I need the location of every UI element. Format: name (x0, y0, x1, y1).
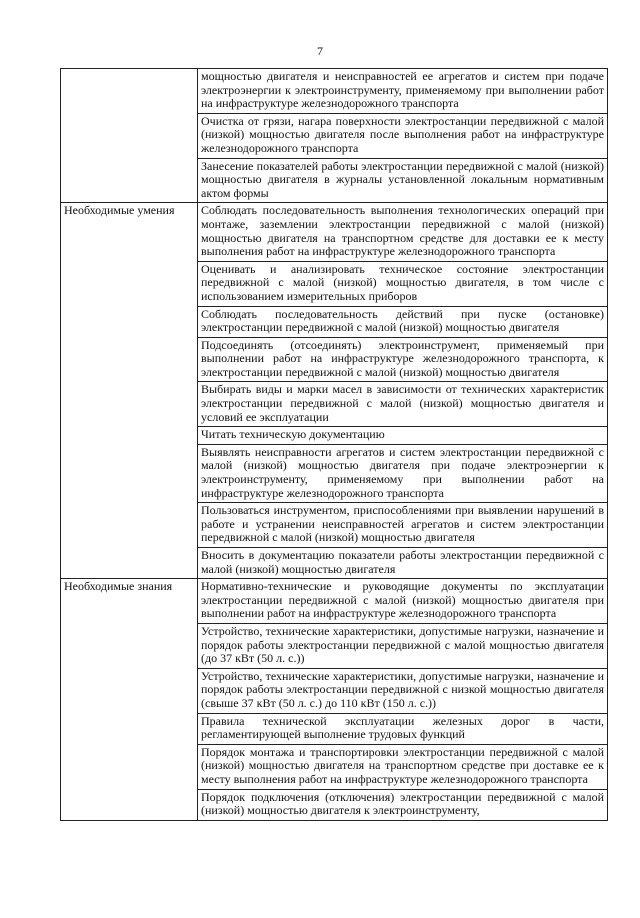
requirement-item: Устройство, технические характеристики, допустимые нагрузки, назначение и порядок работы электростанции передвижной с малой мощностью двигателя (до 37 кВт (50 л. с.)) (198, 623, 608, 668)
requirement-item: Выбирать виды и марки масел в зависимости от технических характеристик электростанции передвижной с малой (низкой) мощностью двигателя и условий ее эксплуатации (198, 382, 608, 427)
requirement-item: Порядок монтажа и транспортировки электростанции передвижной с малой (низкой) мощностью двигателя на транспортном средстве при доставке ее к месту выполнения работ на инфраструктуре железнодорожного транспорта (198, 744, 608, 789)
requirement-item: Выявлять неисправности агрегатов и систем электростанции передвижной с малой (низкой) мощностью двигателя при подаче электроэнергии к электроинструменту, применяемому при выполнении работ на инфраструктуре железнодорожного транспорта (198, 444, 608, 502)
requirement-item: Очистка от грязи, нагара поверхности электростанции передвижной с малой (низкой) мощностью двигателя после выполнения работ на инфраструктуре железнодорожного транспорта (198, 113, 608, 158)
requirement-item: Соблюдать последовательность выполнения технологических операций при монтаже, заземлении электростанции передвижной с малой (низкой) мощностью двигателя на транспортном средстве для доставки ее к месту выполнения работ на инфраструктуре железнодорожного транспорта (198, 203, 608, 261)
requirements-table (60, 68, 608, 821)
requirement-item: Правила технической эксплуатации железных дорог в части, регламентирующей выполнение трудовых функций (198, 713, 608, 744)
requirement-item: мощностью двигателя и неисправностей ее агрегатов и систем при подаче электроэнергии к электроинструменту, применяемому при выполнении работ на инфраструктуре железнодорожного транспорта (198, 69, 608, 114)
requirements-table-body (61, 69, 608, 821)
table-row (61, 203, 608, 261)
section-label (61, 69, 198, 203)
requirement-item: Порядок подключения (отключения) электростанции передвижной с малой (низкой) мощностью двигателя к электроинструменту, (198, 789, 608, 820)
page-number: 7 (317, 44, 323, 58)
section-label: Необходимые знания (61, 579, 198, 821)
requirement-item: Подсоединять (отсоединять) электроинструмент, применяемый при выполнении работ на инфраструктуре железнодорожного транспорта, к электростанции передвижной с малой (низкой) мощностью двигателя (198, 337, 608, 382)
requirement-item: Соблюдать последовательность действий при пуске (остановке) электростанции передвижной с малой (низкой) мощностью двигателя (198, 306, 608, 337)
requirement-item: Устройство, технические характеристики, допустимые нагрузки, назначение и порядок работы электростанции передвижной с низкой мощностью двигателя (свыше 37 кВт (50 л. с.) до 110 кВт (150 л. с.)) (198, 668, 608, 713)
requirement-item: Пользоваться инструментом, приспособлениями при выявлении нарушений в работе и устранении неисправностей агрегатов и систем электростанции передвижной с малой (низкой) мощностью двигателя (198, 503, 608, 548)
requirement-item: Читать техническую документацию (198, 427, 608, 445)
section-label: Необходимые умения (61, 203, 198, 579)
table-row (61, 579, 608, 624)
table-row (61, 69, 608, 114)
requirement-item: Занесение показателей работы электростанции передвижной с малой (низкой) мощностью двигателя в журналы установленной локальным нормативным актом формы (198, 158, 608, 203)
requirement-item: Нормативно-технические и руководящие документы по эксплуатации электростанции передвижной с малой (низкой) мощностью двигателя при выполнении работ на инфраструктуре железнодорожного транспорта (198, 579, 608, 624)
requirement-item: Вносить в документацию показатели работы электростанции передвижной с малой (низкой) мощностью двигателя (198, 548, 608, 579)
requirement-item: Оценивать и анализировать техническое состояние электростанции передвижной с малой (низкой) мощностью двигателя, в том числе с использованием измерительных приборов (198, 261, 608, 306)
